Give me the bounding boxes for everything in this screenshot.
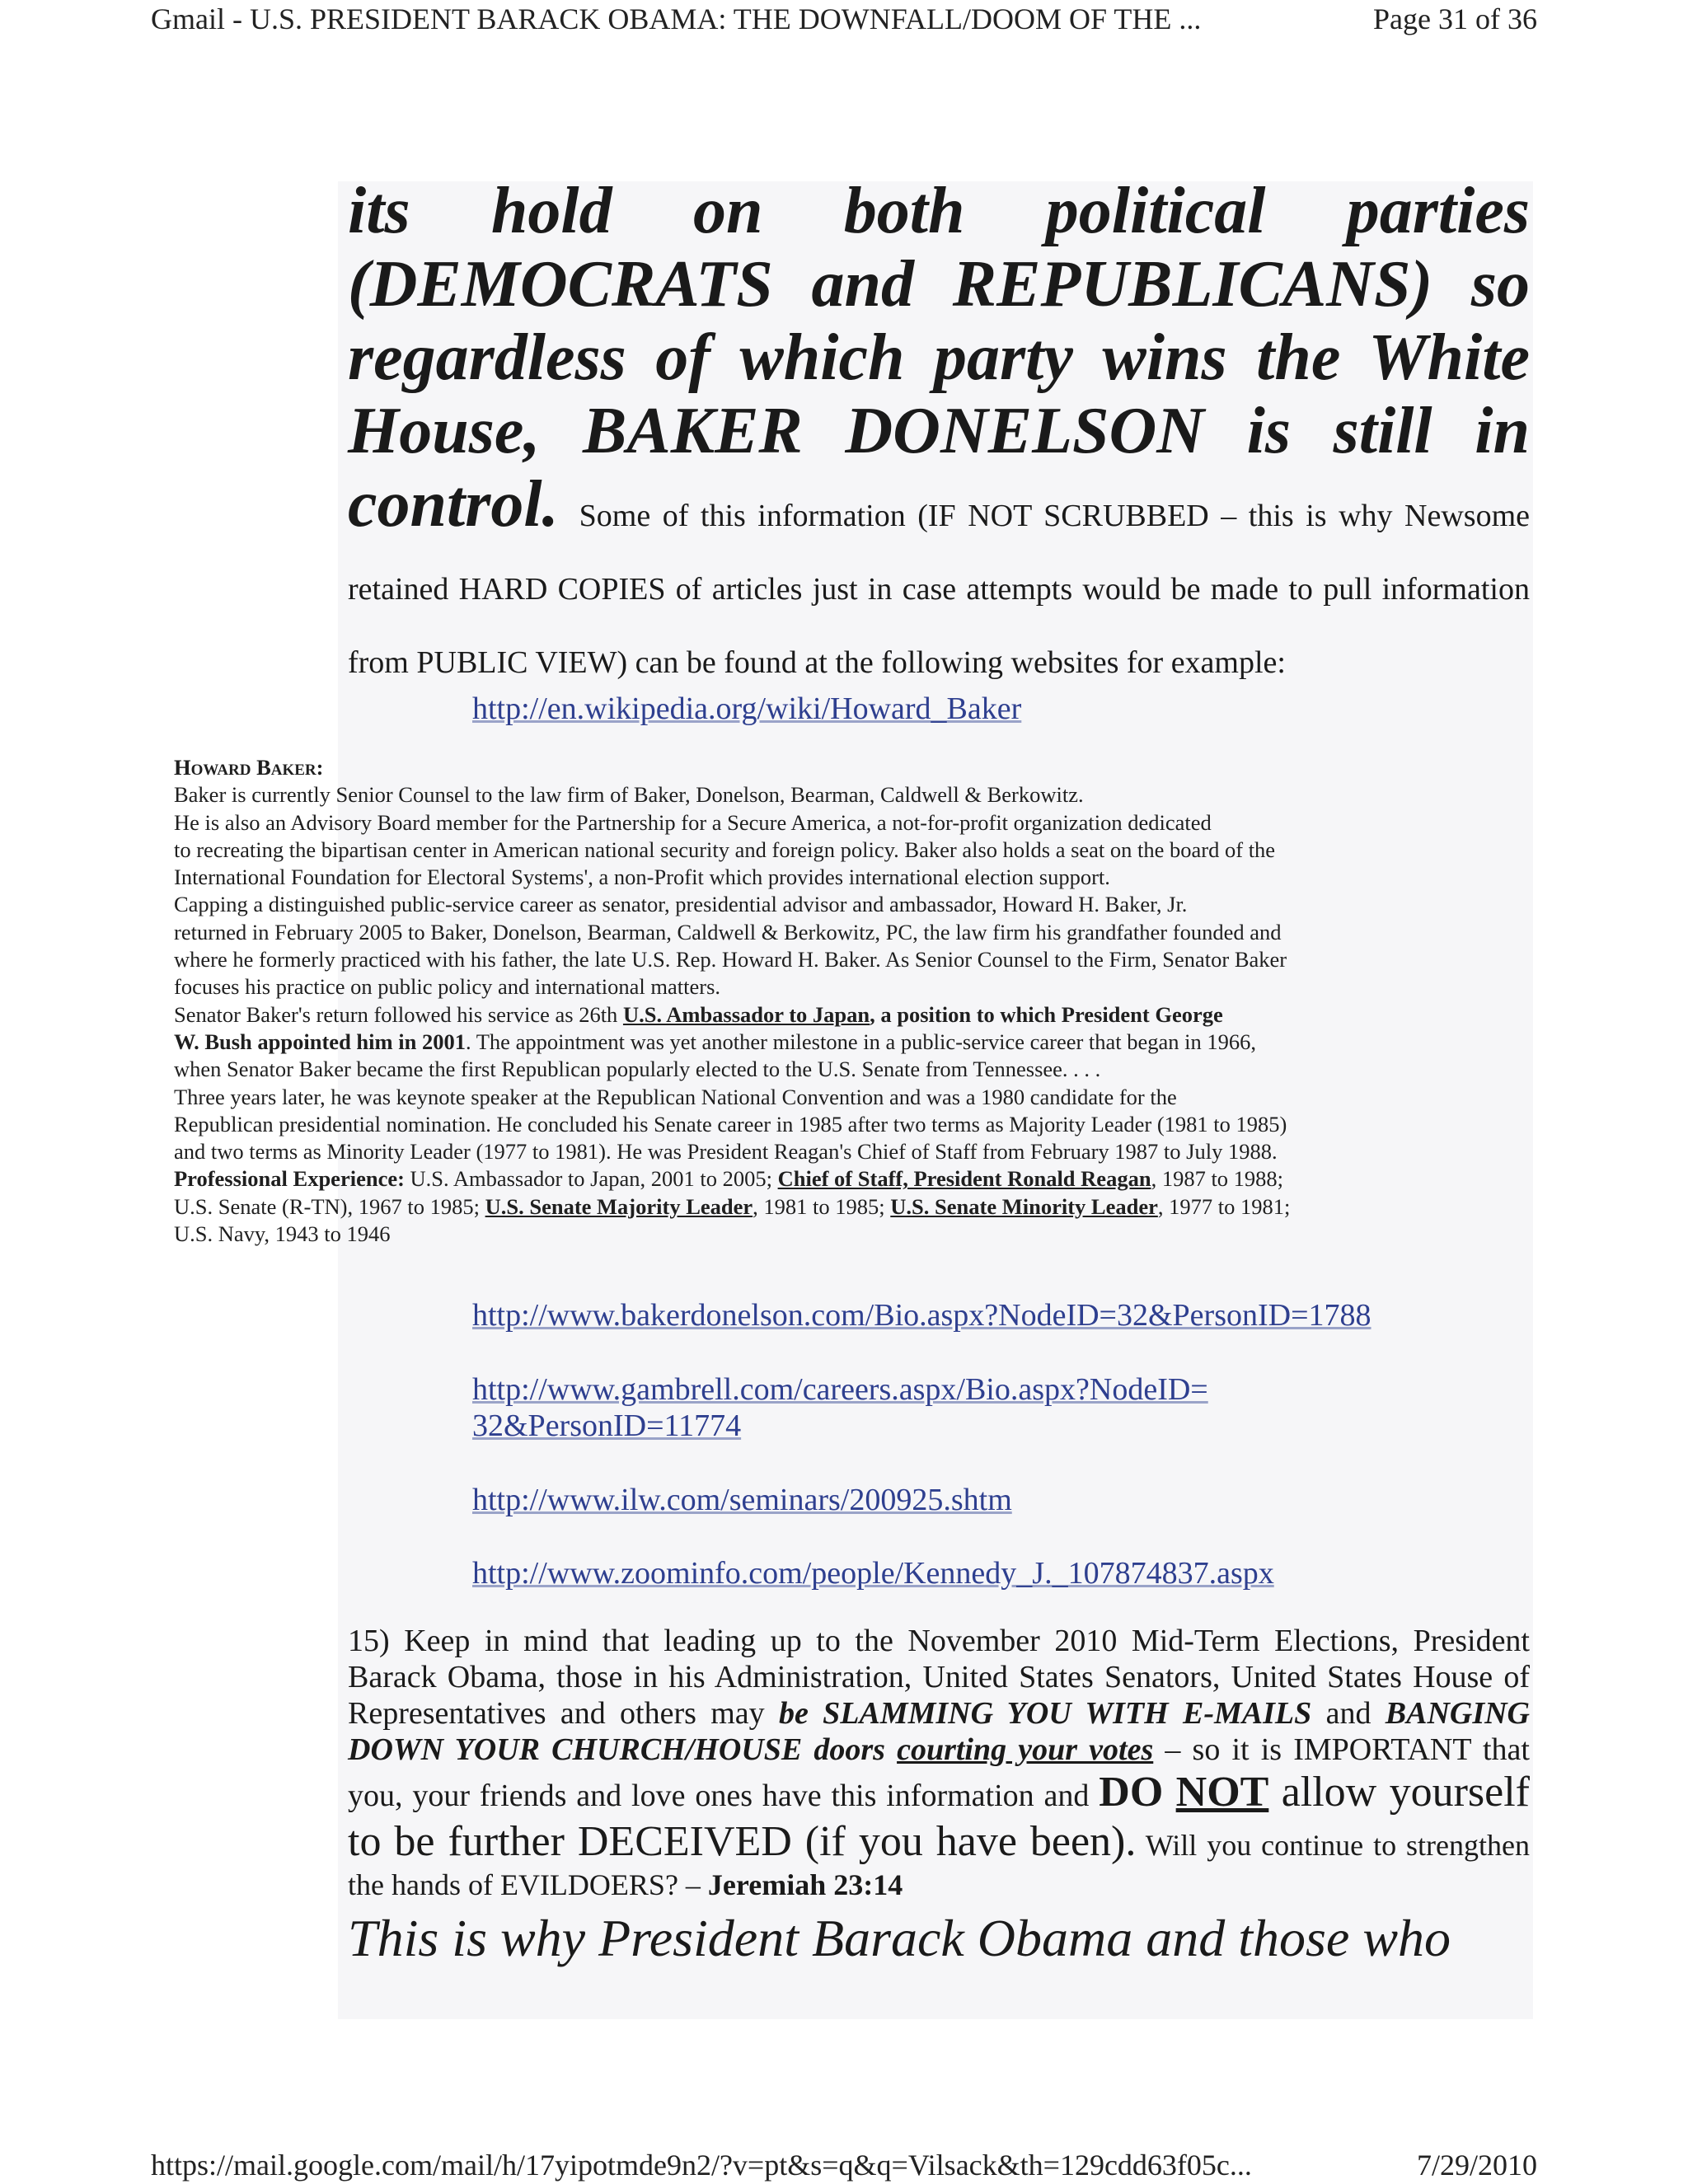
footer-date: 7/29/2010	[1416, 2149, 1537, 2182]
bio-text: W. Bush appointed him in 2001	[174, 1029, 466, 1054]
link-zoominfo[interactable]: http://www.zoominfo.com/people/Kennedy_J._107874837.aspx	[472, 1556, 1274, 1591]
bio-line: International Foundation for Electoral Systems', a non-Profit which provides international election support.	[174, 865, 1110, 890]
bio-line	[174, 1193, 1526, 1221]
senate-majority-leader-link[interactable]: U.S. Senate Majority Leader	[485, 1193, 753, 1219]
item-15-question: Will you continue to strengthen the hands of EVILDOERS? –	[348, 1829, 1530, 1901]
page-number: Page 31 of 36	[1373, 2, 1537, 35]
bio-line	[174, 1001, 1526, 1029]
page-header	[151, 0, 1537, 38]
bio-line: to recreating the bipartisan center in American national security and foreign policy. Baker also holds a seat on the board of the	[174, 837, 1276, 862]
item-15-emphasis: be SLAMMING YOU WITH E-MAILS	[778, 1696, 1312, 1731]
do-not-emphasis: DO	[1099, 1769, 1176, 1816]
item-15-text: 15) Keep in mind that leading up to the November 2010 Mid-Term Elections, President Barack Obama, those in his Administration, United States Senators, United States House of Representatives and others may	[348, 1624, 1530, 1731]
bio-line: when Senator Baker became the first Republican popularly elected to the U.S. Senate from Tennessee. . . .	[174, 1057, 1101, 1082]
link-gambrell[interactable]: http://www.gambrell.com/careers.aspx/Bio.aspx?NodeID=	[472, 1372, 1208, 1407]
closing-line: This is why President Barack Obama and those who	[348, 1909, 1451, 1967]
ambassador-japan-link[interactable]: U.S. Ambassador to Japan	[622, 1001, 870, 1027]
scripture-reference: Jeremiah 23:14	[707, 1868, 903, 1901]
item-15-text: – so it is IMPORTANT that you, your friends and love ones have this information and	[348, 1732, 1530, 1813]
link-gambrell-continued[interactable]: 32&PersonID=11774	[472, 1408, 742, 1443]
bio-text: , 1981 to 1985;	[753, 1193, 891, 1219]
link-bakerdonelson[interactable]: http://www.bakerdonelson.com/Bio.aspx?NodeID=32&PersonID=1788	[472, 1298, 1372, 1333]
item-15-paragraph	[348, 1623, 1530, 1903]
bio-line: and two terms as Minority Leader (1977 to 1981). He was President Reagan's Chief of Staff from February 1987 to July 1988.	[174, 1139, 1278, 1165]
link-wikipedia[interactable]: http://en.wikipedia.org/wiki/Howard_Baker	[472, 691, 1022, 726]
bio-line: Capping a distinguished public-service career as senator, presidential advisor and ambassador, Howard H. Baker, Jr.	[174, 892, 1188, 917]
bio-line: Republican presidential nomination. He concluded his Senate career in 1985 after two terms as Majority Leader (1981 to 1985)	[174, 1111, 1287, 1137]
item-15-emphasis: BANGING DOWN YOUR CHURCH/HOUSE doors	[348, 1696, 1530, 1767]
not-emphasis: NOT	[1175, 1769, 1269, 1816]
headline-tail-text: Some of this information (IF NOT SCRUBBED – this is why Newsome retained HARD COPIES of articles just in case attempts would be made to pull information from PUBLIC VIEW) can be found at the following websites for example:	[348, 499, 1531, 680]
email-subject-title: Gmail - U.S. PRESIDENT BARACK OBAMA: THE DOWNFALL/DOOM OF THE ...	[151, 2, 1202, 35]
headline-paragraph	[348, 175, 1530, 688]
item-15-emphasis-underlined: courting your votes	[897, 1732, 1154, 1767]
item-15-text: and	[1311, 1696, 1386, 1731]
page-footer	[151, 2146, 1537, 2184]
headline-text: its hold on both political parties (DEMOCRATS and REPUBLICANS) so regardless of which party wins the White House, BAKER DONELSON is still in	[348, 175, 1530, 467]
bio-line: Three years later, he was keynote speaker at the Republican National Convention and was a 1980 candidate for the	[174, 1084, 1177, 1109]
bio-text: , 1987 to 1988;	[1151, 1166, 1284, 1192]
bio-text: . The appointment was yet another milestone in a public-service career that began in 1966,	[465, 1029, 1257, 1054]
bio-text: U.S. Senate (R-TN), 1967 to 1985;	[174, 1193, 485, 1219]
bio-text: , 1977 to 1981;	[1157, 1193, 1291, 1219]
footer-url: https://mail.google.com/mail/h/17yipotmde9n2/?v=pt&s=q&q=Vilsack&th=129cdd63f05c...	[151, 2149, 1252, 2182]
headline-last-word: control.	[348, 468, 559, 541]
bio-line: He is also an Advisory Board member for the Partnership for a Secure America, a not-for-profit organization dedicated	[174, 809, 1212, 835]
chief-of-staff-link[interactable]: Chief of Staff, President Ronald Reagan	[777, 1166, 1151, 1192]
bio-text: U.S. Ambassador to Japan, 2001 to 2005;	[404, 1166, 778, 1192]
bio-text: , a position to which President George	[870, 1001, 1223, 1027]
howard-baker-bio	[174, 754, 1526, 1248]
bio-line	[174, 1029, 1526, 1056]
link-ilw[interactable]: http://www.ilw.com/seminars/200925.shtm	[472, 1483, 1012, 1517]
bio-line: returned in February 2005 to Baker, Donelson, Bearman, Caldwell & Berkowitz, PC, the law firm his grandfather founded and	[174, 919, 1282, 944]
bio-heading: Howard Baker:	[174, 755, 324, 780]
bio-text: Senator Baker's return followed his service as 26th	[174, 1001, 623, 1027]
professional-experience-label: Professional Experience:	[174, 1166, 405, 1192]
bio-line: Baker is currently Senior Counsel to the law firm of Baker, Donelson, Bearman, Caldwell & Berkowitz.	[174, 782, 1084, 808]
bio-line	[174, 1165, 1526, 1193]
bio-line: where he formerly practiced with his father, the late U.S. Rep. Howard H. Baker. As Senior Counsel to the Firm, Senator Baker	[174, 947, 1287, 972]
bio-line: focuses his practice on public policy and international matters.	[174, 974, 721, 1000]
bio-line: U.S. Navy, 1943 to 1946	[174, 1221, 391, 1247]
item-15-big-text: allow yourself to be further DECEIVED (if you have been).	[348, 1769, 1530, 1865]
senate-minority-leader-link[interactable]: U.S. Senate Minority Leader	[890, 1193, 1158, 1219]
